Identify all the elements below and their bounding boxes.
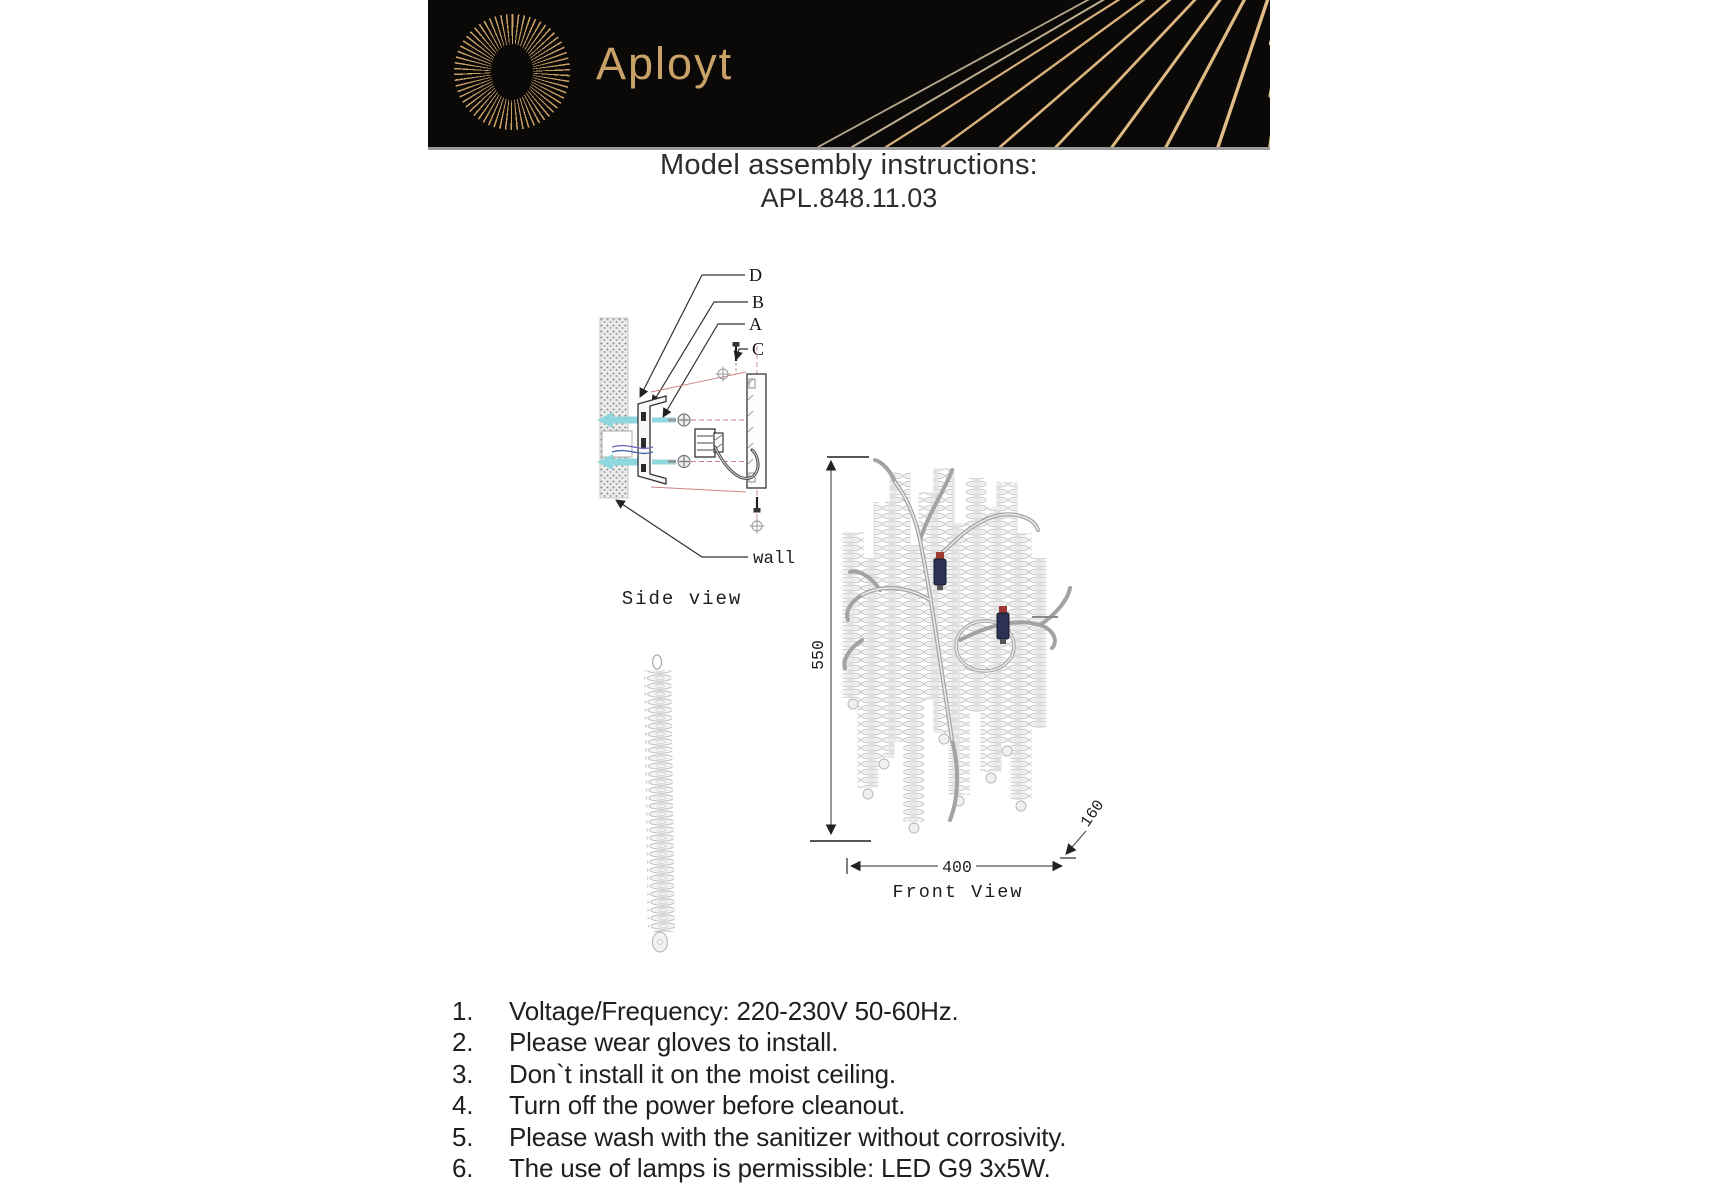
depth-dimension-label: 160	[1077, 796, 1109, 831]
instruction-item	[452, 1027, 1172, 1058]
page-title: Model assembly instructions:	[660, 149, 1038, 181]
wall-hatch	[600, 318, 628, 498]
instruction-item	[452, 996, 1172, 1027]
instruction-item	[452, 1153, 1172, 1184]
instruction-number: 3.	[452, 1058, 474, 1089]
sunburst-core	[491, 44, 533, 100]
title-block	[428, 149, 1270, 214]
instruction-text: Don`t install it on the moist ceiling.	[509, 1058, 896, 1089]
instruction-text: The use of lamps is permissible: LED G9 3x5W.	[509, 1153, 1051, 1184]
strand-beads	[644, 670, 675, 932]
part-label-b: B	[752, 292, 765, 312]
width-dimension-label: 400	[942, 858, 972, 877]
instruction-number: 1.	[452, 996, 474, 1026]
part-label-c: C	[752, 339, 765, 359]
instruction-item	[452, 1122, 1172, 1153]
part-label-a: A	[749, 314, 762, 334]
wall-outlet-box	[602, 431, 632, 457]
part-label-d: D	[749, 265, 762, 285]
wall-leader-line	[616, 500, 748, 557]
brand-banner	[428, 0, 1270, 150]
instruction-item	[452, 1059, 1172, 1090]
brand-logo-text: Aployt	[596, 38, 734, 89]
width-dimension	[847, 858, 1062, 877]
instruction-text: Turn off the power before cleanout.	[509, 1090, 906, 1121]
instruction-list	[452, 996, 1172, 1184]
front-view-caption: Front View	[892, 882, 1024, 903]
height-dimension-label: 550	[809, 640, 828, 670]
instruction-number: 2.	[452, 1027, 474, 1058]
instruction-number: 6.	[452, 1153, 474, 1184]
instruction-number: 4.	[452, 1090, 474, 1121]
instruction-item	[452, 1090, 1172, 1121]
front-view-diagram	[755, 432, 1127, 910]
instruction-text: Voltage/Frequency: 220-230V 50-60Hz.	[509, 996, 959, 1026]
instruction-text: Please wash with the sanitizer without corrosivity.	[509, 1121, 1067, 1152]
side-view-caption: Side view	[621, 588, 743, 610]
crystal-strands	[843, 468, 1047, 833]
instruction-number: 5.	[452, 1121, 474, 1152]
strand-teardrop	[652, 932, 667, 952]
strand-top-ring	[652, 655, 661, 669]
instruction-text: Please wear gloves to install.	[509, 1027, 839, 1058]
wall-label: wall	[753, 549, 796, 569]
crystal-strand-detail	[628, 645, 692, 957]
part-leader-lines	[640, 275, 748, 417]
model-number: APL.848.11.03	[760, 183, 938, 213]
